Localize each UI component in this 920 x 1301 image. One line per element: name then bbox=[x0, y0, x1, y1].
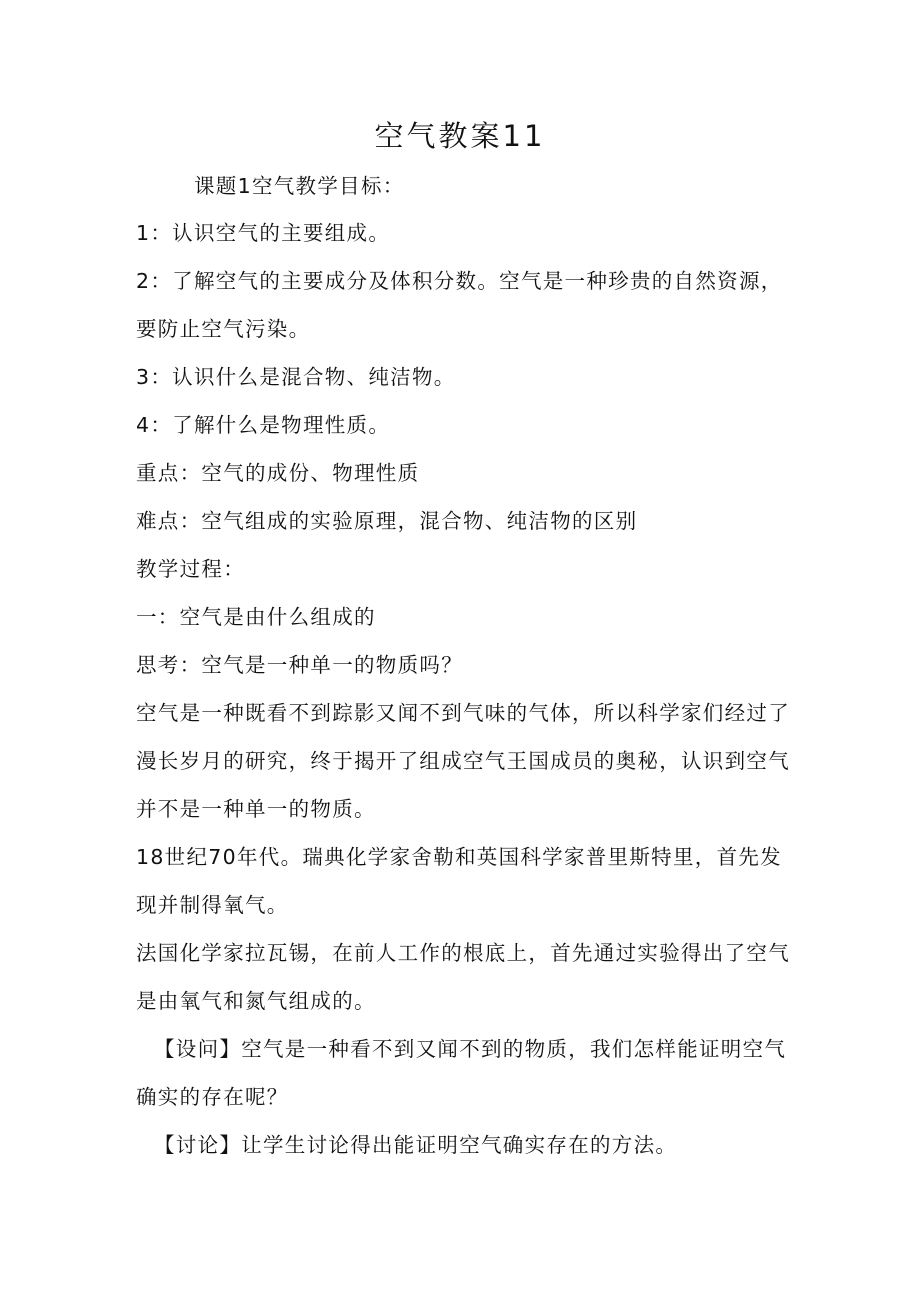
objective-1: 1：认识空气的主要组成。 bbox=[136, 221, 391, 245]
paragraph-2-line-2: 现并制得氧气。 bbox=[136, 893, 289, 917]
paragraph-3-line-1: 法国化学家拉瓦锡，在前人工作的根底上，首先通过实验得出了空气 bbox=[136, 941, 790, 965]
key-points: 重点：空气的成份、物理性质 bbox=[136, 461, 420, 485]
document-title: 空气教案11 bbox=[374, 119, 546, 153]
objective-4: 4：了解什么是物理性质。 bbox=[136, 413, 391, 437]
teaching-process-heading: 教学过程： bbox=[136, 557, 245, 581]
paragraph-3-line-2: 是由氧气和氮气组成的。 bbox=[136, 989, 376, 1013]
paragraph-1-line-1: 空气是一种既看不到踪影又闻不到气味的气体，所以科学家们经过了 bbox=[136, 701, 790, 725]
section-1-heading: 一：空气是由什么组成的 bbox=[136, 605, 376, 629]
paragraph-2-line-1: 18世纪70年代。瑞典化学家舍勒和英国科学家普里斯特里，首先发 bbox=[136, 845, 782, 869]
objective-3: 3：认识什么是混合物、纯洁物。 bbox=[136, 365, 456, 389]
paragraph-1-line-2: 漫长岁月的研究，终于揭开了组成空气王国成员的奥秘，认识到空气 bbox=[136, 749, 790, 773]
lesson-heading: 课题1空气教学目标： bbox=[194, 174, 405, 198]
objective-2: 2：了解空气的主要成分及体积分数。空气是一种珍贵的自然资源， bbox=[136, 269, 783, 293]
question-line-2: 确实的存在呢？ bbox=[136, 1085, 289, 1109]
objective-2-cont: 要防止空气污染。 bbox=[136, 317, 311, 341]
thinking-question: 思考：空气是一种单一的物质吗？ bbox=[136, 653, 463, 677]
question-line-1: 【设问】空气是一种看不到又闻不到的物质，我们怎样能证明空气 bbox=[154, 1037, 787, 1061]
paragraph-1-line-3: 并不是一种单一的物质。 bbox=[136, 797, 376, 821]
difficult-points: 难点：空气组成的实验原理，混合物、纯洁物的区别 bbox=[136, 509, 638, 533]
discussion-line: 【讨论】让学生讨论得出能证明空气确实存在的方法。 bbox=[154, 1133, 678, 1157]
